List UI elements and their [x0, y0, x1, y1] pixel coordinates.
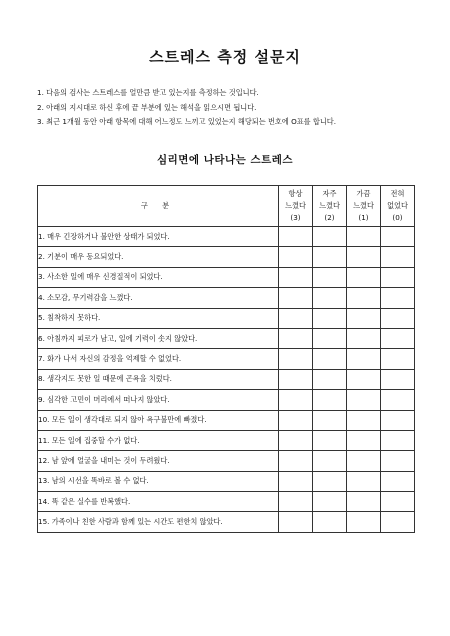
answer-cell[interactable]	[313, 430, 347, 450]
survey-item-text: 5. 침착하지 못하다.	[38, 308, 279, 328]
table-row	[38, 430, 415, 450]
answer-cell[interactable]	[381, 267, 415, 287]
table-row	[38, 410, 415, 430]
survey-item-text: 13. 남의 시선을 똑바로 볼 수 없다.	[38, 471, 279, 491]
option-line1: 가끔	[356, 189, 371, 198]
table-row	[38, 328, 415, 348]
answer-cell[interactable]	[279, 451, 313, 471]
table-row	[38, 471, 415, 491]
answer-cell[interactable]	[313, 512, 347, 532]
answer-cell[interactable]	[279, 410, 313, 430]
survey-item-text: 15. 가족이나 친한 사람과 함께 있는 시간도 편한치 않았다.	[38, 512, 279, 532]
answer-cell[interactable]	[279, 247, 313, 267]
answer-cell[interactable]	[313, 390, 347, 410]
answer-cell[interactable]	[347, 227, 381, 247]
option-score: (2)	[324, 213, 335, 222]
answer-cell[interactable]	[381, 328, 415, 348]
survey-item-text: 10. 모든 일이 생각대로 되지 않아 욕구불만에 빠졌다.	[38, 410, 279, 430]
answer-cell[interactable]	[313, 492, 347, 512]
survey-item-text: 9. 심각한 고민이 머리에서 떠나지 않았다.	[38, 390, 279, 410]
answer-cell[interactable]	[313, 451, 347, 471]
answer-cell[interactable]	[313, 227, 347, 247]
answer-cell[interactable]	[347, 349, 381, 369]
answer-cell[interactable]	[347, 390, 381, 410]
option-score: (0)	[392, 213, 403, 222]
option-header-always	[279, 186, 313, 227]
survey-item-text: 6. 아침까지 피로가 남고, 일에 기력이 솟지 않았다.	[38, 328, 279, 348]
table-row	[38, 492, 415, 512]
table-row	[38, 369, 415, 389]
answer-cell[interactable]	[381, 247, 415, 267]
table-row	[38, 451, 415, 471]
answer-cell[interactable]	[381, 349, 415, 369]
option-header-often	[313, 186, 347, 227]
table-row	[38, 288, 415, 308]
survey-item-text: 11. 모든 일에 집중할 수가 없다.	[38, 430, 279, 450]
answer-cell[interactable]	[347, 328, 381, 348]
table-row	[38, 512, 415, 532]
table-row	[38, 308, 415, 328]
answer-cell[interactable]	[347, 492, 381, 512]
answer-cell[interactable]	[313, 267, 347, 287]
option-line2: 느꼈다	[285, 201, 306, 210]
answer-cell[interactable]	[279, 369, 313, 389]
survey-item-text: 14. 똑 같은 실수를 반복했다.	[38, 492, 279, 512]
answer-cell[interactable]	[279, 390, 313, 410]
instruction-line: 3. 최근 1개월 동안 아래 항목에 대해 어느정도 느끼고 있었는지 해당되는 번호에 O표를 합니다.	[37, 117, 337, 126]
answer-cell[interactable]	[347, 369, 381, 389]
answer-cell[interactable]	[381, 410, 415, 430]
survey-item-text: 1. 매우 긴장하거나 불안한 상태가 되었다.	[38, 227, 279, 247]
answer-cell[interactable]	[381, 288, 415, 308]
answer-cell[interactable]	[381, 451, 415, 471]
table-row	[38, 267, 415, 287]
survey-item-text: 2. 기분이 매우 동요되었다.	[38, 247, 279, 267]
answer-cell[interactable]	[347, 308, 381, 328]
answer-cell[interactable]	[279, 267, 313, 287]
answer-cell[interactable]	[381, 308, 415, 328]
option-line1: 항상	[288, 189, 303, 198]
option-header-sometimes	[347, 186, 381, 227]
answer-cell[interactable]	[347, 267, 381, 287]
answer-cell[interactable]	[313, 308, 347, 328]
answer-cell[interactable]	[347, 451, 381, 471]
header-label: 구 분	[38, 186, 279, 227]
answer-cell[interactable]	[347, 288, 381, 308]
survey-item-text: 4. 소모감, 무기력감을 느꼈다.	[38, 288, 279, 308]
answer-cell[interactable]	[279, 288, 313, 308]
answer-cell[interactable]	[313, 410, 347, 430]
answer-cell[interactable]	[381, 471, 415, 491]
table-row	[38, 227, 415, 247]
option-score: (1)	[358, 213, 369, 222]
survey-table	[37, 185, 415, 533]
answer-cell[interactable]	[279, 328, 313, 348]
instructions	[37, 86, 447, 130]
table-row	[38, 390, 415, 410]
table-header-row	[38, 186, 415, 227]
answer-cell[interactable]	[313, 369, 347, 389]
answer-cell[interactable]	[279, 308, 313, 328]
page-title: 스트레스 측정 설문지	[149, 48, 301, 66]
answer-cell[interactable]	[347, 410, 381, 430]
survey-body	[38, 227, 415, 533]
survey-item-text: 7. 화가 나서 자신의 감정을 억제할 수 없었다.	[38, 349, 279, 369]
table-row	[38, 247, 415, 267]
option-line1: 자주	[322, 189, 337, 198]
answer-cell[interactable]	[347, 471, 381, 491]
answer-cell[interactable]	[313, 247, 347, 267]
option-score: (3)	[290, 213, 301, 222]
answer-cell[interactable]	[347, 430, 381, 450]
survey-item-text: 12. 남 앞에 얼굴을 내미는 것이 두려웠다.	[38, 451, 279, 471]
answer-cell[interactable]	[279, 349, 313, 369]
answer-cell[interactable]	[381, 369, 415, 389]
answer-cell[interactable]	[279, 227, 313, 247]
answer-cell[interactable]	[313, 349, 347, 369]
option-line2: 느꼈다	[353, 201, 374, 210]
answer-cell[interactable]	[381, 390, 415, 410]
answer-cell[interactable]	[381, 227, 415, 247]
option-line2: 느꼈다	[319, 201, 340, 210]
option-line1: 전혀	[390, 189, 405, 198]
answer-cell[interactable]	[279, 512, 313, 532]
instruction-line: 1. 다음의 검사는 스트레스를 얼만큼 받고 있는지를 측정하는 것입니다.	[37, 88, 259, 97]
instruction-line: 2. 아래의 지시대로 하신 후에 끝 부분에 있는 해석을 읽으시면 됩니다.	[37, 102, 257, 112]
answer-cell[interactable]	[313, 328, 347, 348]
option-header-never	[381, 186, 415, 227]
answer-cell[interactable]	[279, 430, 313, 450]
answer-cell[interactable]	[313, 288, 347, 308]
section-title: 심리면에 나타나는 스트레스	[156, 154, 294, 166]
answer-cell[interactable]	[381, 430, 415, 450]
answer-cell[interactable]	[279, 471, 313, 491]
survey-item-text: 8. 생각지도 못한 일 때문에 곤욕을 치렀다.	[38, 369, 279, 389]
answer-cell[interactable]	[279, 492, 313, 512]
answer-cell[interactable]	[381, 492, 415, 512]
table-row	[38, 349, 415, 369]
answer-cell[interactable]	[347, 247, 381, 267]
answer-cell[interactable]	[347, 512, 381, 532]
option-line2: 없었다	[387, 201, 408, 210]
survey-item-text: 3. 사소한 일에 매우 신경질적이 되었다.	[38, 267, 279, 287]
answer-cell[interactable]	[313, 471, 347, 491]
answer-cell[interactable]	[381, 512, 415, 532]
